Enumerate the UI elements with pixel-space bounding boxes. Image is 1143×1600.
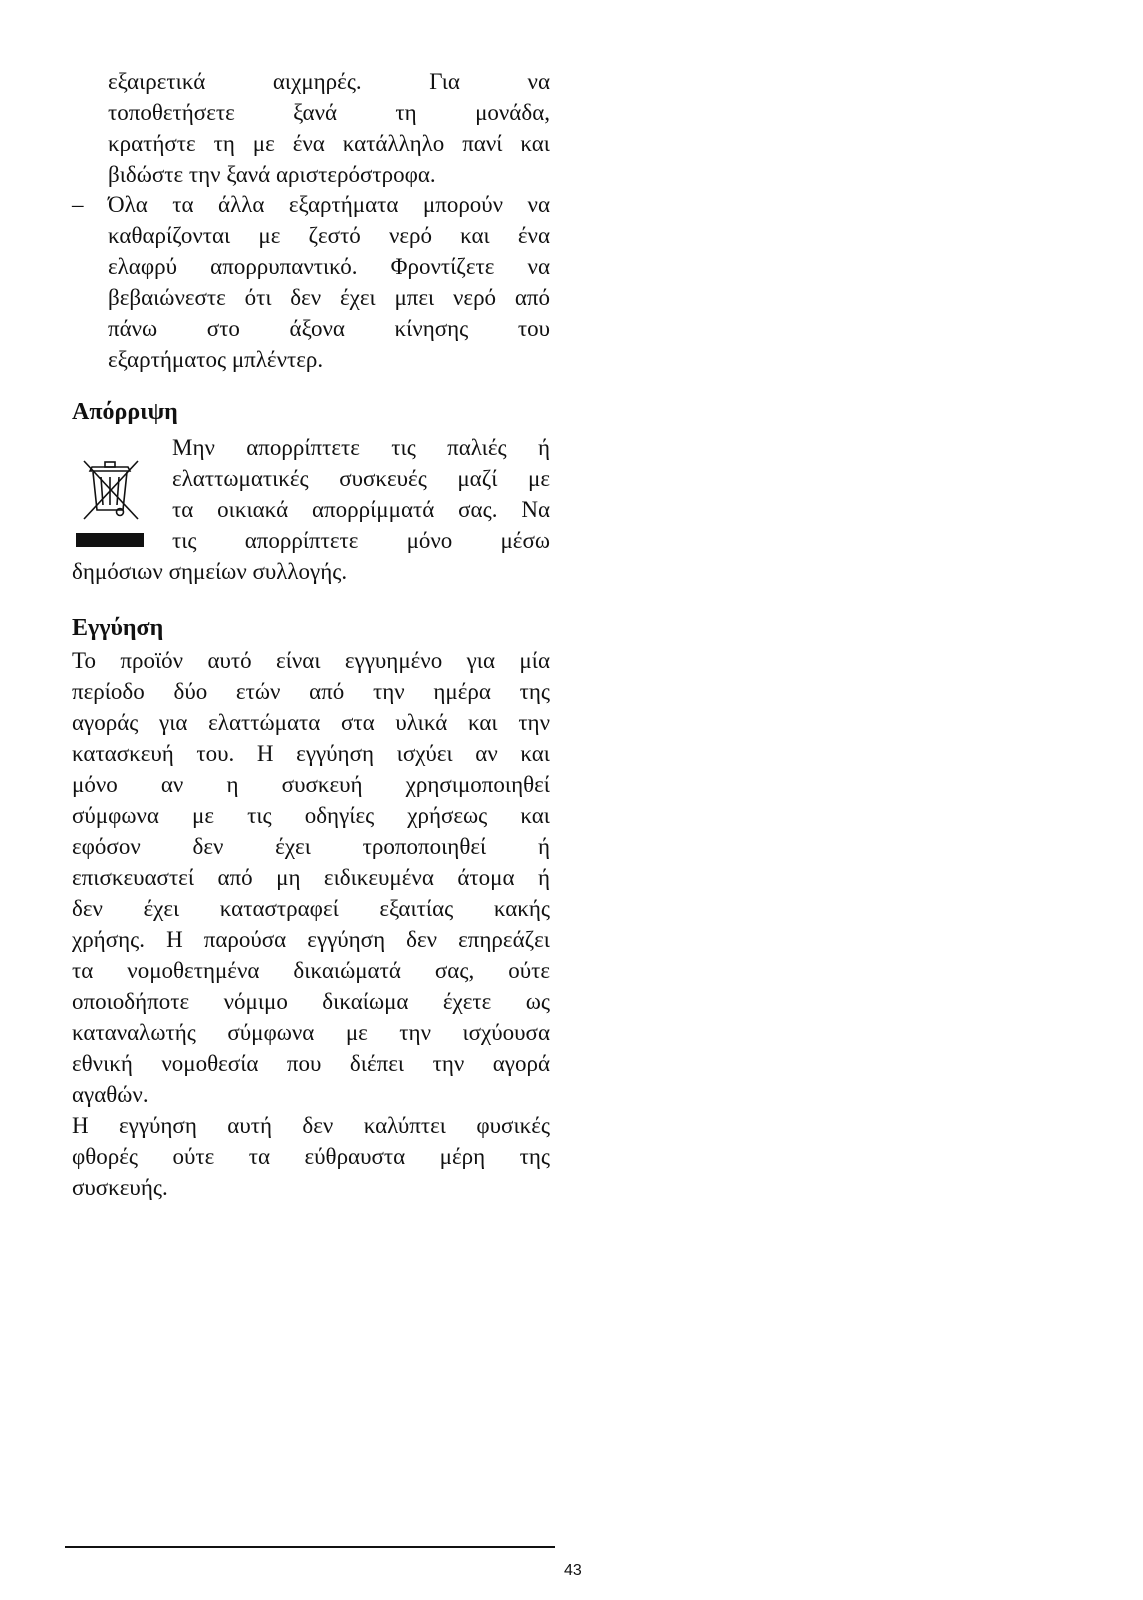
text-line: δημόσιων σημείων συλλογής.	[72, 559, 348, 584]
text-line: τα οικιακά απορρίμματά σας. Να	[172, 497, 550, 522]
crossed-out-wheelie-bin-icon	[72, 455, 160, 555]
text-line: ελαφρύ απορρυπαντικό. Φροντίζετε να	[108, 254, 550, 279]
text-line: Μην απορρίπτετε τις παλιές ή	[172, 435, 550, 460]
text-line: εφόσον δεν έχει τροποποιηθεί ή	[72, 834, 550, 859]
text-line: καταναλωτής σύμφωνα με την ισχύουσα	[72, 1020, 550, 1045]
text-line: ελαττωματικές συσκευές μαζί με	[172, 466, 550, 491]
text-line: χρήσης. Η παρούσα εγγύηση δεν επηρεάζει	[72, 927, 550, 952]
text-line: εξαρτήματος μπλέντερ.	[108, 347, 324, 372]
bullet-dash: –	[72, 192, 84, 217]
text-line: κρατήστε τη με ένα κατάλληλο πανί και	[108, 131, 550, 156]
text-line: τοποθετήσετε ξανά τη μονάδα,	[108, 100, 550, 125]
text-line: Όλα τα άλλα εξαρτήματα μπορούν να	[108, 192, 550, 217]
text-line: επισκευαστεί από μη ειδικευμένα άτομα ή	[72, 865, 550, 890]
footer-rule	[65, 1546, 555, 1548]
text-line: Το προϊόν αυτό είναι εγγυημένο για μία	[72, 648, 550, 673]
text-line: καθαρίζονται με ζεστό νερό και ένα	[108, 223, 550, 248]
warranty-paragraph-2	[72, 1110, 550, 1203]
text-line: Η εγγύηση αυτή δεν καλύπτει φυσικές	[72, 1113, 550, 1138]
text-line: περίοδο δύο ετών από την ημέρα της	[72, 679, 550, 704]
disposal-full-text	[72, 556, 550, 587]
text-line: αγαθών.	[72, 1082, 149, 1107]
warranty-heading: Εγγύηση	[72, 615, 164, 641]
text-line: σύμφωνα με τις οδηγίες χρήσεως και	[72, 803, 550, 828]
text-line: αγοράς για ελαττώματα στα υλικά και την	[72, 710, 550, 735]
text-line: βεβαιώνεστε ότι δεν έχει μπει νερό από	[108, 285, 550, 310]
text-line: δεν έχει καταστραφεί εξαιτίας κακής	[72, 896, 550, 921]
text-line: πάνω στο άξονα κίνησης του	[108, 316, 550, 341]
warranty-paragraph-1	[72, 645, 550, 1110]
text-line: μόνο αν η συσκευή χρησιμοποιηθεί	[72, 772, 550, 797]
disposal-wrapped-text	[172, 432, 550, 556]
text-line: τις απορρίπτετε μόνο μέσω	[172, 528, 550, 553]
page-number: 43	[564, 1562, 582, 1579]
bullet-paragraph	[108, 189, 550, 375]
text-line: συσκευής.	[72, 1175, 168, 1200]
text-line: οποιοδήποτε νόμιμο δικαίωμα έχετε ως	[72, 989, 550, 1014]
text-line: κατασκευή του. Η εγγύηση ισχύει αν και	[72, 741, 550, 766]
text-line: εθνική νομοθεσία που διέπει την αγορά	[72, 1051, 550, 1076]
text-line: βιδώστε την ξανά αριστερόστροφα.	[108, 162, 436, 187]
text-line: εξαιρετικά αιχμηρές. Για να	[108, 69, 550, 94]
text-line: τα νομοθετημένα δικαιώματά σας, ούτε	[72, 958, 550, 983]
disposal-heading: Απόρριψη	[72, 399, 178, 425]
text-line: φθορές ούτε τα εύθραυστα μέρη της	[72, 1144, 550, 1169]
intro-paragraph	[108, 66, 550, 190]
